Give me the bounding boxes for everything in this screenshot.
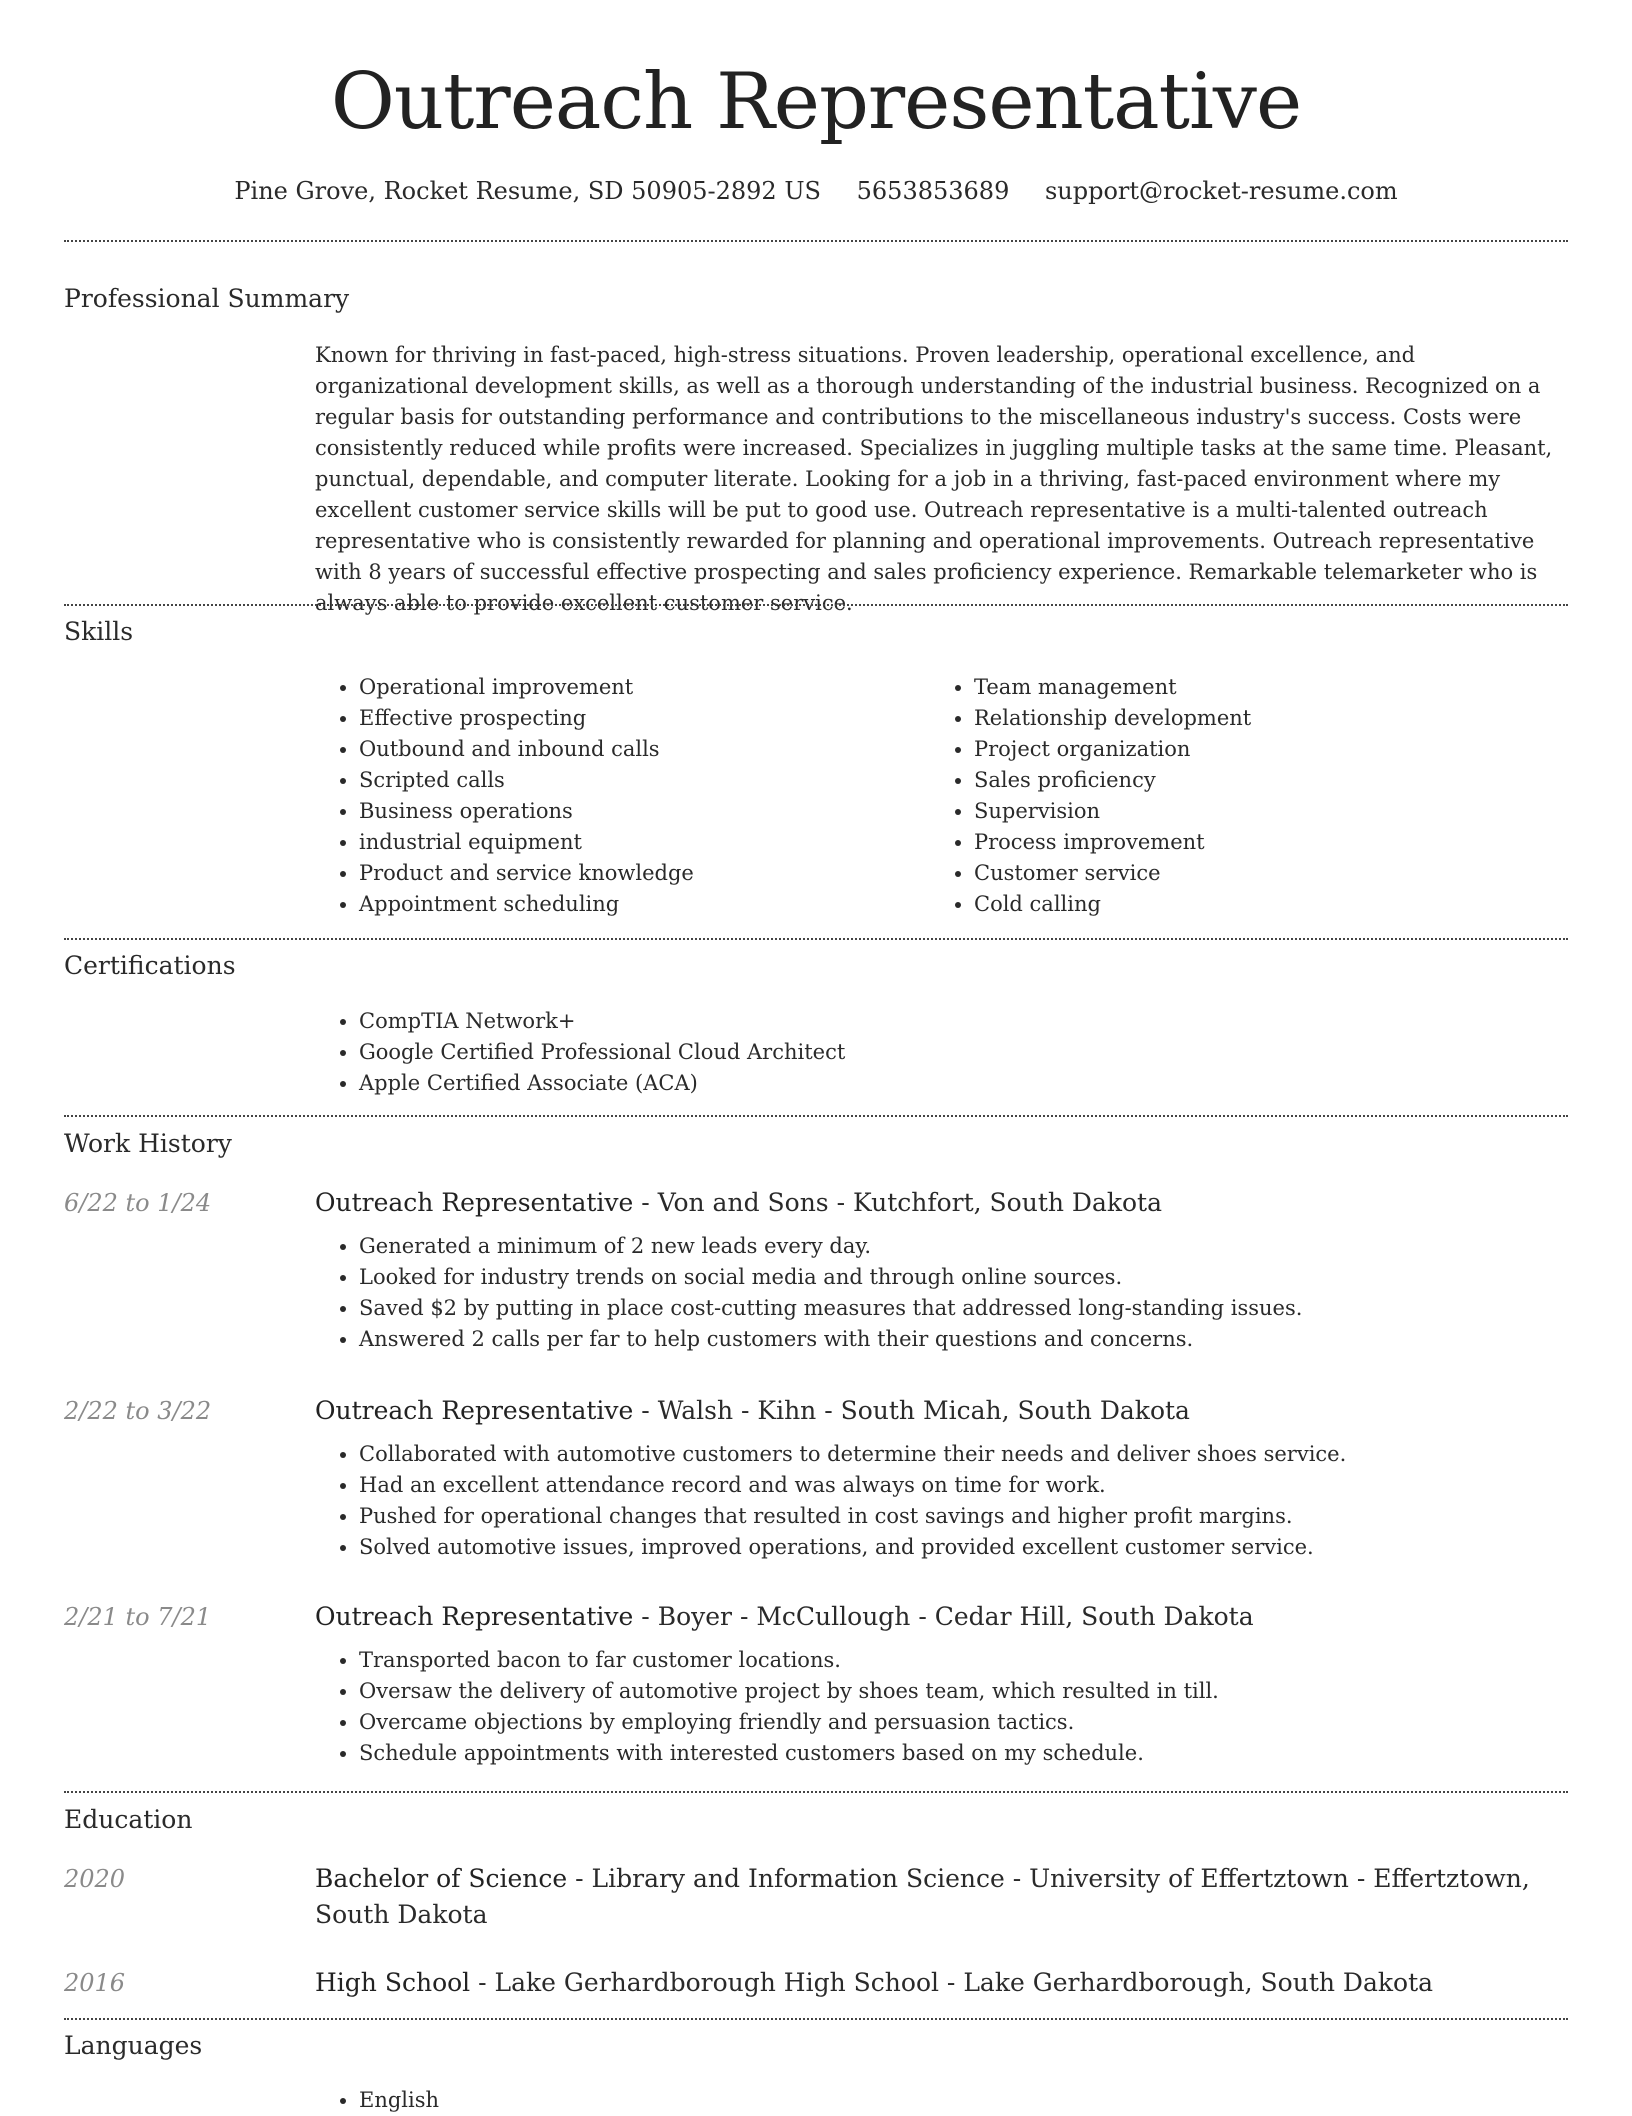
- job-bullet: • Answered 2 calls per far to help customers with their questions and concerns.: [359, 1324, 1568, 1355]
- language-item: • English: [359, 2085, 1568, 2116]
- skill-item: • Relationship development: [974, 703, 1545, 734]
- education-title: [315, 1861, 1568, 1933]
- skill-item: • Customer service: [974, 858, 1545, 889]
- phone: 5653853689: [856, 177, 1010, 205]
- job-employer: - Boyer - McCullough - Cedar Hill, South Dakota: [633, 1602, 1254, 1631]
- job-title: [315, 1185, 1568, 1221]
- job-bullet: • Oversaw the delivery of automotive project by shoes team, which resulted in till.: [359, 1676, 1568, 1707]
- education-entry: [315, 1965, 1568, 2011]
- education-details: - Library and Information Science - University of Effertztown - Effertztown, South Dakota: [315, 1864, 1530, 1929]
- job-bullet: • Solved automotive issues, improved operations, and provided excellent customer service.: [359, 1532, 1568, 1563]
- skill-item: • Operational improvement: [359, 672, 930, 703]
- certifications-block: [315, 1006, 1568, 1099]
- section-title-skills: Skills: [64, 617, 134, 646]
- skill-item: • Supervision: [974, 796, 1545, 827]
- degree: High School: [315, 1968, 471, 1997]
- job-bullet: • Overcame objections by employing friendly and persuasion tactics.: [359, 1707, 1568, 1738]
- skill-item: • Process improvement: [974, 827, 1545, 858]
- job-bullet: • Saved $2 by putting in place cost-cutting measures that addressed long-standing issues.: [359, 1293, 1568, 1324]
- divider: [64, 938, 1568, 940]
- job-bullet: • Had an excellent attendance record and was always on time for work.: [359, 1470, 1568, 1501]
- skills-list-right: [930, 672, 1545, 920]
- skill-item: • Business operations: [359, 796, 930, 827]
- job-entry: [315, 1185, 1568, 1355]
- job-bullet: • Transported bacon to far customer locations.: [359, 1645, 1568, 1676]
- languages-list: [315, 2085, 1568, 2116]
- education-entry: [315, 1861, 1568, 1943]
- divider: [64, 240, 1568, 242]
- job-dates: 2/21 to 7/21: [64, 1603, 212, 1631]
- skill-item: • Project organization: [974, 734, 1545, 765]
- skill-item: • Appointment scheduling: [359, 889, 930, 920]
- section-title-languages: Languages: [64, 2031, 203, 2060]
- skills-block: [315, 672, 1568, 920]
- job-role: Outreach Representative: [315, 1396, 634, 1425]
- divider: [64, 1115, 1568, 1117]
- address: Pine Grove, Rocket Resume, SD 50905-2892 US: [234, 177, 821, 205]
- languages-block: [315, 2085, 1568, 2116]
- certification-item: • CompTIA Network+: [359, 1006, 1568, 1037]
- job-employer: - Walsh - Kihn - South Micah, South Dakota: [633, 1396, 1190, 1425]
- skill-item: • Effective prospecting: [359, 703, 930, 734]
- certifications-list: [315, 1006, 1568, 1099]
- section-title-work-history: Work History: [64, 1129, 232, 1158]
- skill-item: • Team management: [974, 672, 1545, 703]
- skill-item: • Cold calling: [974, 889, 1545, 920]
- education-details: - Lake Gerhardborough High School - Lake Gerhardborough, South Dakota: [470, 1968, 1434, 1997]
- job-employer: - Von and Sons - Kutchfort, South Dakota: [633, 1188, 1163, 1217]
- candidate-name: Outreach Representative: [330, 57, 1302, 147]
- skill-item: • Outbound and inbound calls: [359, 734, 930, 765]
- job-bullet: • Pushed for operational changes that resulted in cost savings and higher profit margins.: [359, 1501, 1568, 1532]
- divider: [64, 1791, 1568, 1793]
- job-role: Outreach Representative: [315, 1602, 634, 1631]
- job-bullets: [315, 1645, 1568, 1769]
- job-bullets: [315, 1231, 1568, 1355]
- job-bullet: • Collaborated with automotive customers to determine their needs and deliver shoes service.: [359, 1439, 1568, 1470]
- job-dates: 6/22 to 1/24: [64, 1189, 212, 1217]
- job-role: Outreach Representative: [315, 1188, 634, 1217]
- skill-item: • industrial equipment: [359, 827, 930, 858]
- section-title-certifications: Certifications: [64, 951, 236, 980]
- section-title-education: Education: [64, 1805, 193, 1834]
- skills-list-left: [315, 672, 930, 920]
- resume-header: [0, 0, 1632, 208]
- job-dates: 2/22 to 3/22: [64, 1397, 212, 1425]
- education-year: 2020: [64, 1865, 126, 1893]
- email: support@rocket-resume.com: [1044, 177, 1398, 205]
- job-bullet: • Looked for industry trends on social media and through online sources.: [359, 1262, 1568, 1293]
- contact-line: [0, 174, 1632, 208]
- job-title: [315, 1393, 1568, 1429]
- summary-text: Known for thriving in fast-paced, high-stress situations. Proven leadership, operational excellence, and organizational development skills, as well as a thorough understanding of the industrial business. Recognized on a regular basis for outstanding performance and contributions to the miscellaneous industry's success. Costs were consistently reduced while profits were increased. Specializes in juggling multiple tasks at the same time. Pleasant, punctual, dependable, and computer literate. Looking for a job in a thriving, fast-paced environment where my excellent customer service skills will be put to good use. Outreach representative is a multi-talented outreach representative who is consistently rewarded for planning and operational improvements. Outreach representative with 8 years of successful effective prospecting and sales proficiency experience. Remarkable telemarketer who is always able to provide excellent customer service.: [315, 343, 1553, 615]
- divider: [64, 604, 1568, 606]
- divider: [64, 2018, 1568, 2020]
- job-entry: [315, 1393, 1568, 1563]
- certification-item: • Apple Certified Associate (ACA): [359, 1068, 1568, 1099]
- section-title-summary: Professional Summary: [64, 284, 350, 313]
- job-bullets: [315, 1439, 1568, 1563]
- job-entry: [315, 1599, 1568, 1769]
- summary-block: [315, 340, 1568, 619]
- degree: Bachelor of Science: [315, 1864, 568, 1893]
- job-title: [315, 1599, 1568, 1635]
- education-year: 2016: [64, 1969, 126, 1997]
- education-title: [315, 1965, 1568, 2001]
- skill-item: • Scripted calls: [359, 765, 930, 796]
- job-bullet: • Schedule appointments with interested customers based on my schedule.: [359, 1738, 1568, 1769]
- skill-item: • Sales proficiency: [974, 765, 1545, 796]
- skill-item: • Product and service knowledge: [359, 858, 930, 889]
- job-bullet: • Generated a minimum of 2 new leads every day.: [359, 1231, 1568, 1262]
- certification-item: • Google Certified Professional Cloud Architect: [359, 1037, 1568, 1068]
